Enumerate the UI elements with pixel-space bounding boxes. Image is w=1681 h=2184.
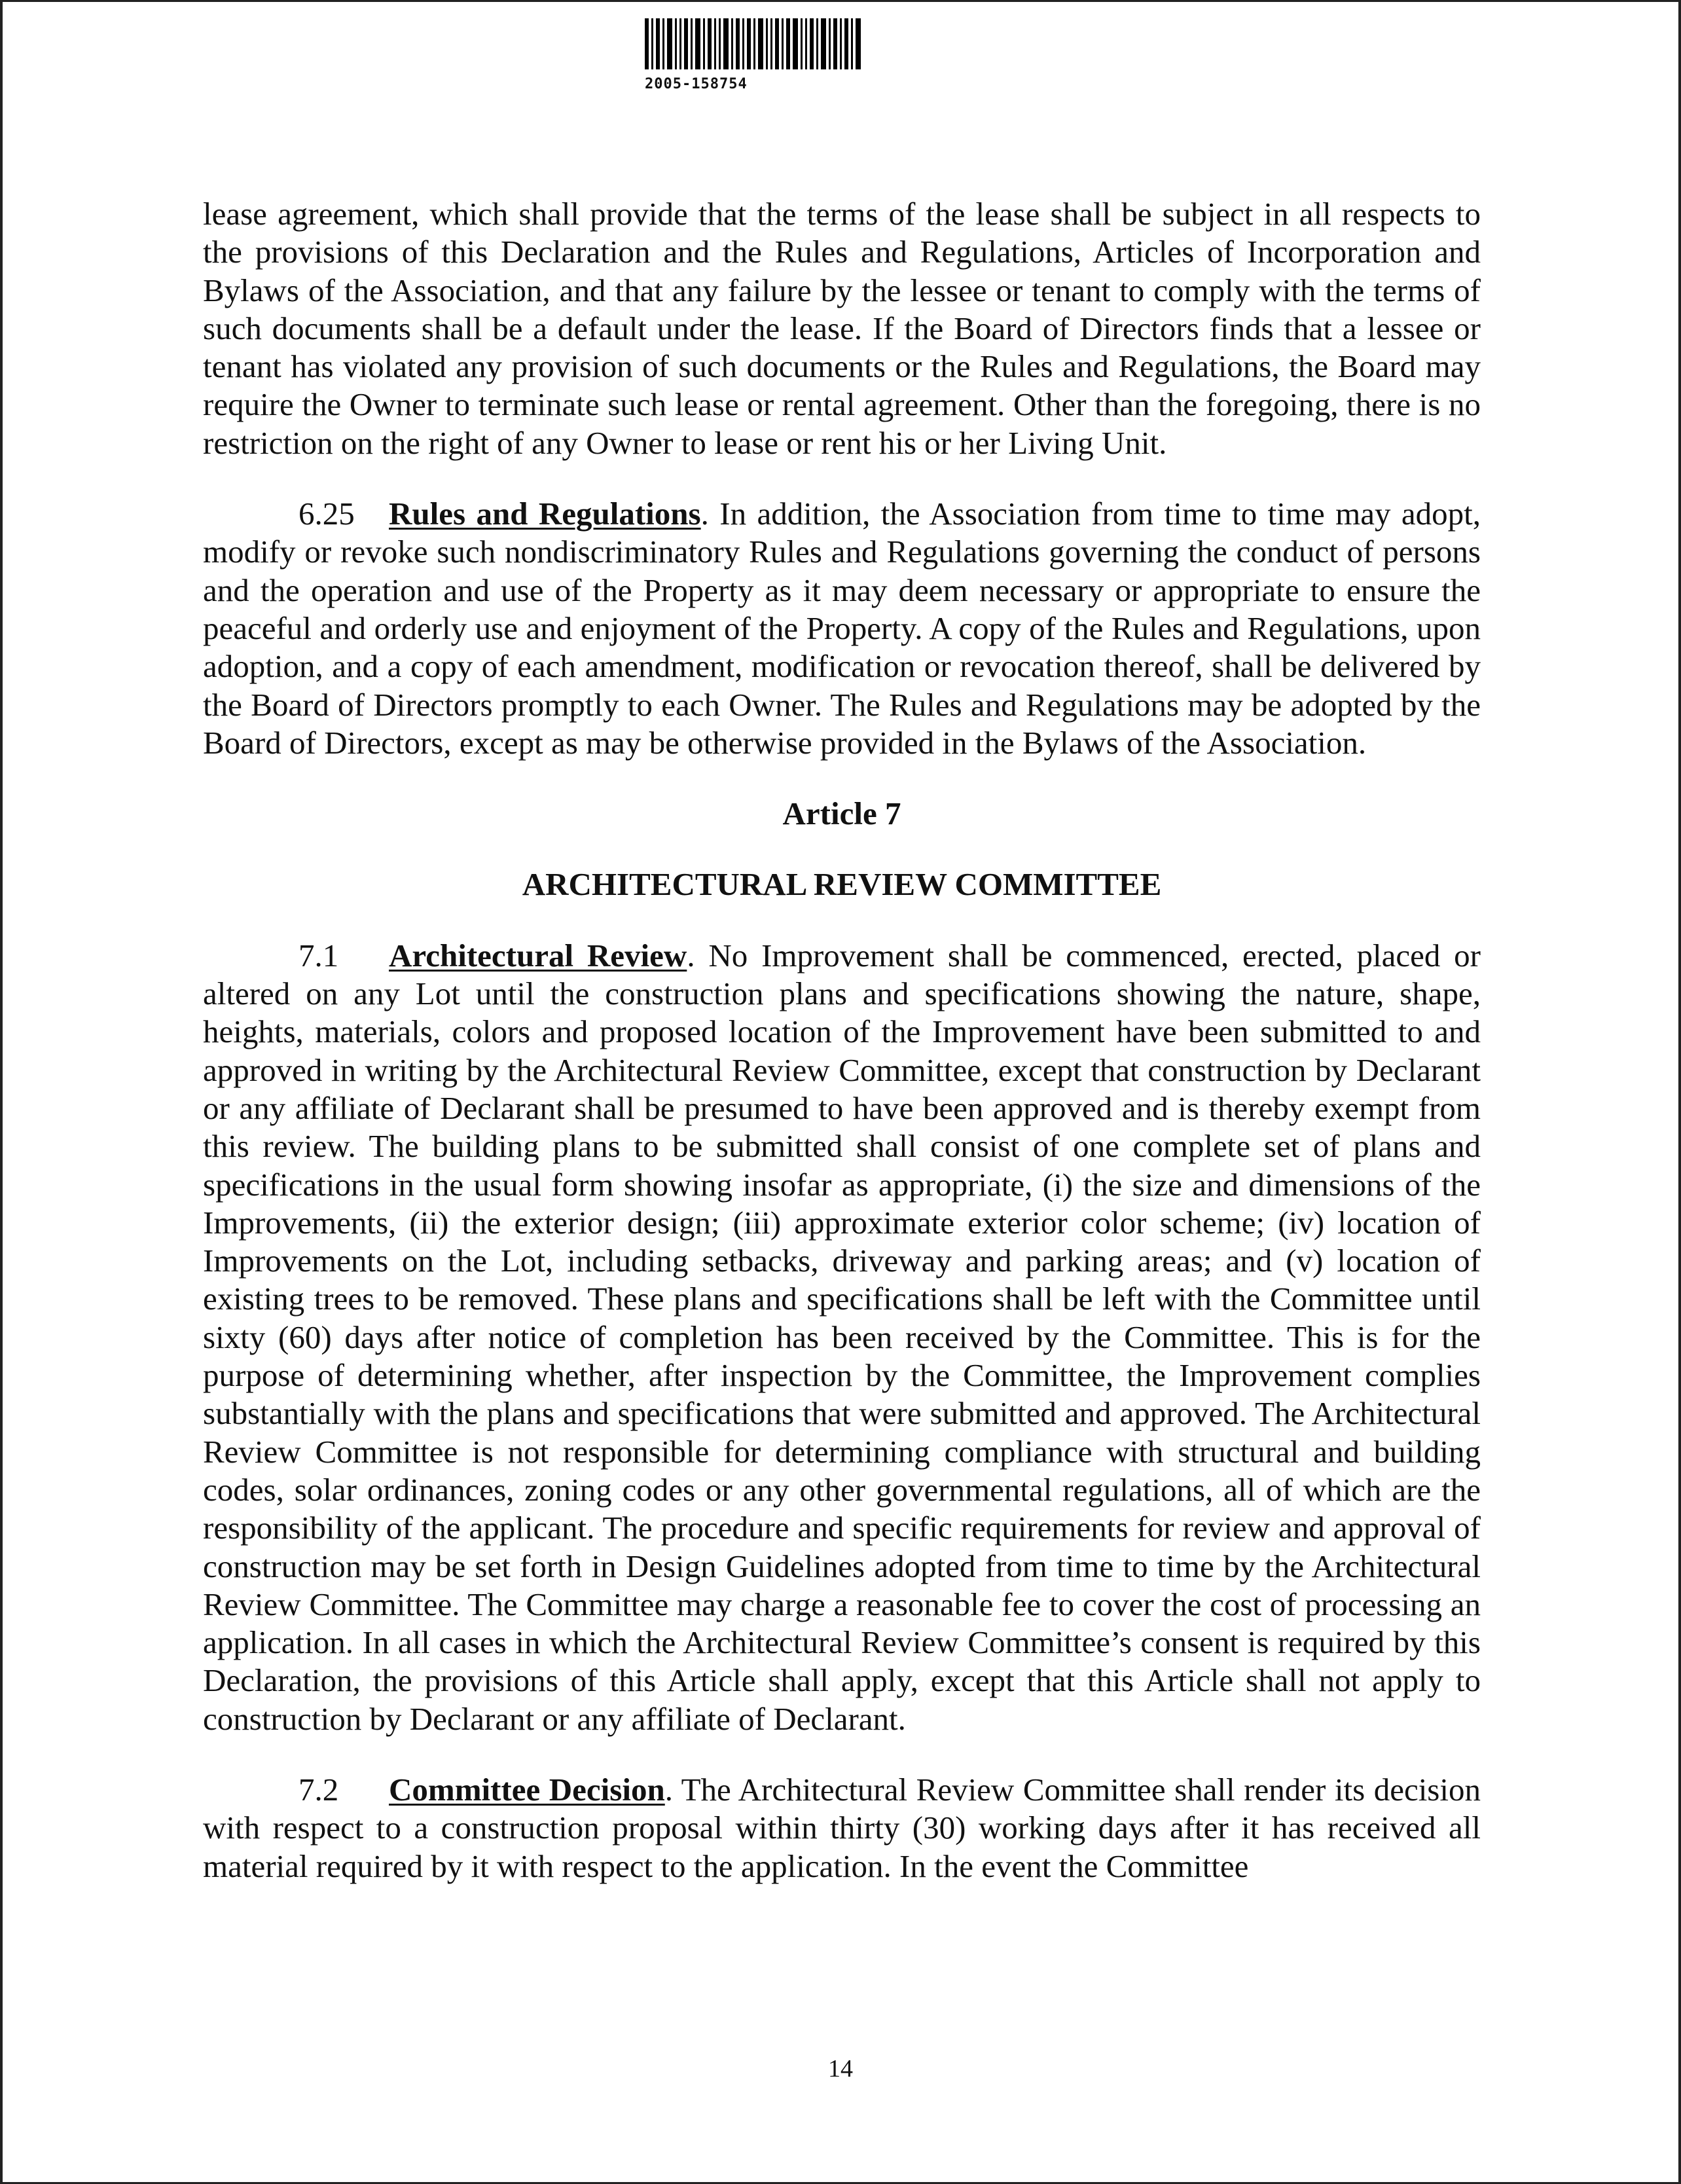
section-number: 7.2 <box>298 1771 339 1808</box>
section-6-25 <box>203 495 1481 762</box>
barcode-bars <box>645 18 946 69</box>
section-7-1 <box>203 937 1481 1738</box>
section-title: Committee Decision <box>389 1771 665 1808</box>
section-title: Rules and Regulations <box>389 496 701 532</box>
page-number: 14 <box>828 2055 853 2083</box>
barcode <box>645 18 946 92</box>
section-text: . No Improvement shall be commenced, erected, placed or altered on any Lot until the construction plans and specifications showing the nature, shape, heights, materials, colors and proposed location of the Improvement have been submitted to and approved in writing by the Architectural Review Committee, except that construction by Declarant or any affiliate of Declarant shall be presumed to have been approved and is thereby exempt from this review. The building plans to be submitted shall consist of one complete set of plans and specifications in the usual form showing insofar as appropriate, (i) the size and dimensions of the Improvements, (ii) the exterior design; (iii) approximate exterior color scheme; (iv) location of Improvements on the Lot, including setbacks, driveway and parking areas; and (v) location of existing trees to be removed. These plans and specifications shall be left with the Committee until sixty (60) days after notice of completion has been received by the Committee. This is for the purpose of determining whether, after inspection by the Committee, the Improvement complies substantially with the plans and specifications that were submitted and approved. The Architectural Review Committee is not responsible for determining compliance with structural and building codes, solar ordinances, zoning codes or any other governmental regulations, all of which are the responsibility of the applicant. The procedure and specific requirements for review and approval of construction may be set forth in Design Guidelines adopted from time to time by the Architectural Review Committee. The Committee may charge a reasonable fee to cover the cost of processing an application. In all cases in which the Architectural Review Committee’s consent is required by this Declaration, the provisions of this Article shall apply, except that this Article shall not apply to construction by Declarant or any affiliate of Declarant. <box>203 937 1481 1737</box>
intro-paragraph: lease agreement, which shall provide that the terms of the lease shall be subject in all respects to the provisions of this Declaration and the Rules and Regulations, Articles of Incorporation and Bylaws of the Association, and that any failure by the lessee or tenant to comply with the terms of such documents shall be a default under the lease. If the Board of Directors finds that a lessee or tenant has violated any provision of such documents or the Rules and Regulations, the Board may require the Owner to terminate such lease or rental agreement. Other than the foregoing, there is no restriction on the right of any Owner to lease or rent his or her Living Unit. <box>203 196 1481 461</box>
article-number: Article 7 <box>782 795 901 832</box>
section-text: . In addition, the Association from time to time may adopt, modify or revoke such nondiscriminatory Rules and Regulations governing the conduct of persons and the operation and use of the Property as it may deem necessary or appropriate to ensure the peaceful and orderly use and enjoyment of the Property. A copy of the Rules and Regulations, upon adoption, and a copy of each amendment, modification or revocation thereof, shall be delivered by the Board of Directors promptly to each Owner. The Rules and Regulations may be adopted by the Board of Directors, except as may be otherwise provided in the Bylaws of the Association. <box>203 496 1481 761</box>
document-body <box>203 195 1481 1918</box>
section-number: 7.1 <box>298 937 339 974</box>
section-title: Architectural Review <box>389 937 687 974</box>
article-title: ARCHITECTURAL REVIEW COMMITTEE <box>522 866 1162 903</box>
section-number: 6.25 <box>298 496 355 532</box>
barcode-number: 2005-158754 <box>645 76 748 92</box>
section-text: . The Architectural Review Committee shall render its decision with respect to a construction proposal within thirty (30) working days after it has received all material required by it with respect to the application. In the event the Committee <box>203 1771 1481 1884</box>
section-7-2 <box>203 1771 1481 1885</box>
